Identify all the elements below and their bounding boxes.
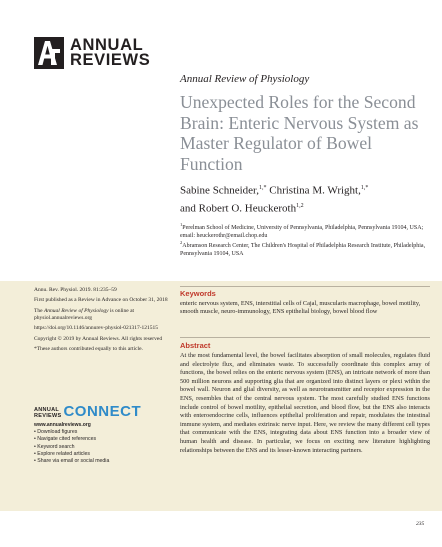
keywords-heading: Keywords: [180, 289, 216, 298]
abstract-text: At the most fundamental level, the bowel facilitates absorption of small molecules, regulates fluid and electrolyte flux, and eliminates waste. To successfully coordinate this complex array of functions, the bowel relies on the enteric nervous system (ENS), an intricate network of more than 500 million neurons and supporting glia that are organized into distinct layers or plexi within the bowel wall. Neuron and glial diversity, as well as neurotransmitter and receptor expression in the ENS, resembles that of the central nervous system. The most carefully studied ENS functions include control of bowel motility, epithelial secretion, and blood flow, but the ENS also interacts with enteroendocrine cells, influences epithelial proliferation and repair, modulates the intestinal immune system, and mediates extrinsic nerve input. Here, we review the many different cell types that communicate with the ENS, integrating data about ENS function into a broader view of human health and disease. In particular, we focus on exciting new literature highlighting relationships between the ENS and its lesser-known interacting partners.: [180, 352, 430, 454]
online-note-pre: The: [34, 307, 44, 314]
logo-line-reviews: REVIEWS: [70, 51, 151, 69]
author-list: [180, 181, 430, 216]
author-sup: 1,2: [296, 202, 304, 209]
connect-features: [34, 429, 170, 465]
author-schneider: Sabine Schneider,: [180, 184, 259, 197]
affiliation-text: Abramson Research Center, The Children's Hospital of Philadelphia Research Institute, Philadelphia, Pennsylvania 19104, USA: [180, 243, 426, 257]
connect-small-annual: ANNUAL: [34, 407, 60, 413]
connect-logo: [34, 405, 170, 419]
online-note: [34, 308, 170, 322]
abstract-rule: [180, 337, 430, 338]
author-sup: 1,*: [258, 185, 267, 191]
feature-cited-references[interactable]: • Navigate cited references: [34, 436, 170, 443]
affiliation-sup: 1: [180, 222, 183, 227]
article-title: Unexpected Roles for the Second Brain: Enteric Nervous System as Master Regulator of Bowel Function: [180, 92, 419, 174]
page-number: 235: [416, 521, 425, 527]
article-info-sidebar: [34, 287, 170, 357]
connect-wordmark: CONNECT: [63, 403, 142, 420]
equal-contribution-note: *These authors contributed equally to this article.: [34, 346, 143, 353]
publication-date: First published as a Review in Advance on October 31, 2018: [34, 297, 168, 304]
connect-small-reviews: REVIEWS: [34, 412, 62, 419]
feature-keyword-search[interactable]: • Keyword search: [34, 444, 170, 451]
keywords-rule: [180, 286, 430, 287]
doi-link[interactable]: https://doi.org/10.1146/annurev-physiol-021317-121515: [34, 325, 159, 332]
keywords-text: enteric nervous system, ENS, interstitial cells of Cajal, muscularis macrophage, bowel motility, smooth muscle, neuro-immunology, ENS epithelial biology, bowel blood flow: [180, 300, 421, 316]
logo-line-annual: ANNUAL: [70, 36, 144, 54]
author-wright: Christina M. Wright,: [266, 184, 361, 197]
logo-wordmark: [70, 38, 150, 68]
affiliation-text: Perelman School of Medicine, University of Pennsylvania, Philadelphia, Pennsylvania 19104, USA; email: heuckerothr@email.chop.edu: [180, 225, 424, 239]
affiliation-1: [180, 221, 435, 240]
journal-name: Annual Review of Physiology: [180, 73, 310, 85]
connect-small-text: [34, 408, 61, 419]
feature-share[interactable]: • Share via email or social media: [34, 458, 170, 465]
abstract-heading: Abstract: [180, 341, 211, 350]
affiliation-2: [180, 239, 435, 258]
connect-url[interactable]: www.annualreviews.org: [34, 422, 91, 428]
author-heuckeroth: and Robert O. Heuckeroth: [180, 202, 297, 215]
annual-reviews-connect: [34, 405, 170, 465]
copyright: Copyright © 2019 by Annual Reviews. All rights reserved: [34, 335, 163, 342]
feature-related-articles[interactable]: • Explore related articles: [34, 451, 170, 458]
online-note-journal: Annual Review of Physiology: [43, 307, 109, 314]
citation: Annu. Rev. Physiol. 2019. 81:235–59: [34, 287, 117, 293]
feature-download-figures[interactable]: • Download figures: [34, 429, 170, 436]
online-note-post: is online at physiol.annualreviews.org: [34, 307, 135, 321]
annual-reviews-logo-icon: [34, 37, 64, 69]
affiliation-sup: 2: [180, 240, 183, 245]
author-sup: 1,*: [360, 185, 369, 191]
